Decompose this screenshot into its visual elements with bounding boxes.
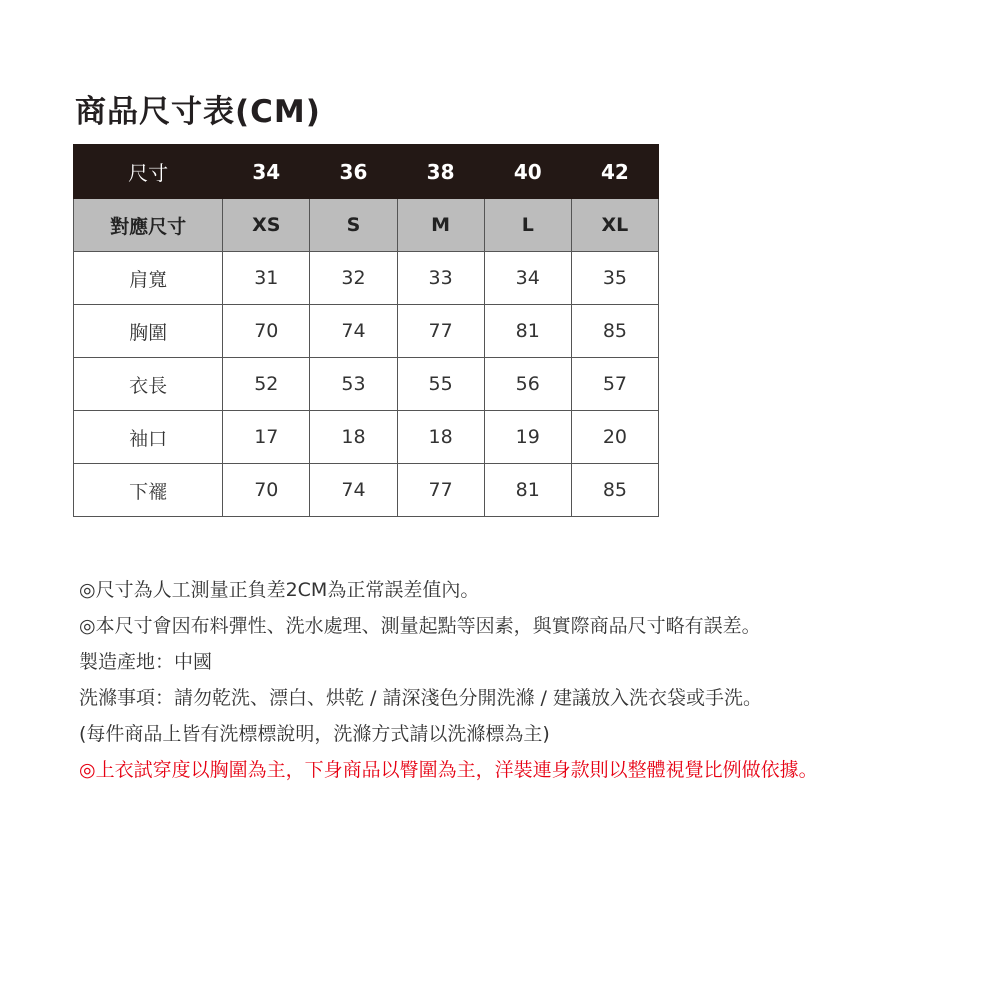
- size-header-cell: 36: [310, 145, 397, 199]
- table-cell: 33: [397, 252, 484, 305]
- table-row: [74, 411, 659, 464]
- page-title: 商品尺寸表(CM): [75, 94, 321, 130]
- table-cell: 77: [397, 464, 484, 517]
- table-cell: 18: [310, 411, 397, 464]
- table-row: [74, 305, 659, 358]
- table-cell: 35: [571, 252, 658, 305]
- table-cell: 57: [571, 358, 658, 411]
- table-row: [74, 464, 659, 517]
- table-cell: 74: [310, 305, 397, 358]
- size-header-cell: 42: [571, 145, 658, 199]
- table-cell: 53: [310, 358, 397, 411]
- table-cell: 17: [223, 411, 310, 464]
- notes-section: [79, 572, 979, 788]
- table-cell: 32: [310, 252, 397, 305]
- letter-size-cell: XL: [571, 199, 658, 252]
- size-header-label: 尺寸: [74, 145, 223, 199]
- size-header-row: [74, 145, 659, 199]
- row-label: 下襬: [74, 464, 223, 517]
- measurement-tolerance-note: ◎尺寸為人工測量正負差2CM為正常誤差值內。: [79, 579, 480, 601]
- table-cell: 81: [484, 464, 571, 517]
- table-cell: 20: [571, 411, 658, 464]
- table-cell: 70: [223, 464, 310, 517]
- table-cell: 19: [484, 411, 571, 464]
- table-cell: 18: [397, 411, 484, 464]
- row-label: 肩寬: [74, 252, 223, 305]
- size-chart-table: [73, 144, 659, 517]
- fabric-variance-note: ◎本尺寸會因布料彈性、洗水處理、測量起點等因素，與實際商品尺寸略有誤差。: [79, 615, 761, 637]
- table-cell: 31: [223, 252, 310, 305]
- letter-size-row: [74, 199, 659, 252]
- table-row: [74, 358, 659, 411]
- table-cell: 81: [484, 305, 571, 358]
- row-label: 胸圍: [74, 305, 223, 358]
- size-header-cell: 34: [223, 145, 310, 199]
- letter-size-cell: L: [484, 199, 571, 252]
- table-cell: 56: [484, 358, 571, 411]
- fitting-warning-note: ◎上衣試穿度以胸圍為主，下身商品以臀圍為主，洋裝連身款則以整體視覺比例做依據。: [79, 759, 818, 781]
- table-cell: 74: [310, 464, 397, 517]
- table-cell: 70: [223, 305, 310, 358]
- table-cell: 77: [397, 305, 484, 358]
- table-cell: 52: [223, 358, 310, 411]
- table-cell: 34: [484, 252, 571, 305]
- origin-note: 製造產地：中國: [79, 651, 213, 673]
- letter-size-cell: M: [397, 199, 484, 252]
- letter-size-cell: S: [310, 199, 397, 252]
- size-header-cell: 40: [484, 145, 571, 199]
- wash-label-note: (每件商品上皆有洗標標說明，洗滌方式請以洗滌標為主): [79, 723, 550, 745]
- row-label: 衣長: [74, 358, 223, 411]
- size-header-cell: 38: [397, 145, 484, 199]
- letter-size-cell: XS: [223, 199, 310, 252]
- washing-instructions-note: 洗滌事項：請勿乾洗、漂白、烘乾 / 請深淺色分開洗滌 / 建議放入洗衣袋或手洗。: [79, 687, 762, 709]
- row-label: 袖口: [74, 411, 223, 464]
- table-cell: 85: [571, 305, 658, 358]
- letter-size-label: 對應尺寸: [74, 199, 223, 252]
- table-cell: 55: [397, 358, 484, 411]
- table-cell: 85: [571, 464, 658, 517]
- table-row: [74, 252, 659, 305]
